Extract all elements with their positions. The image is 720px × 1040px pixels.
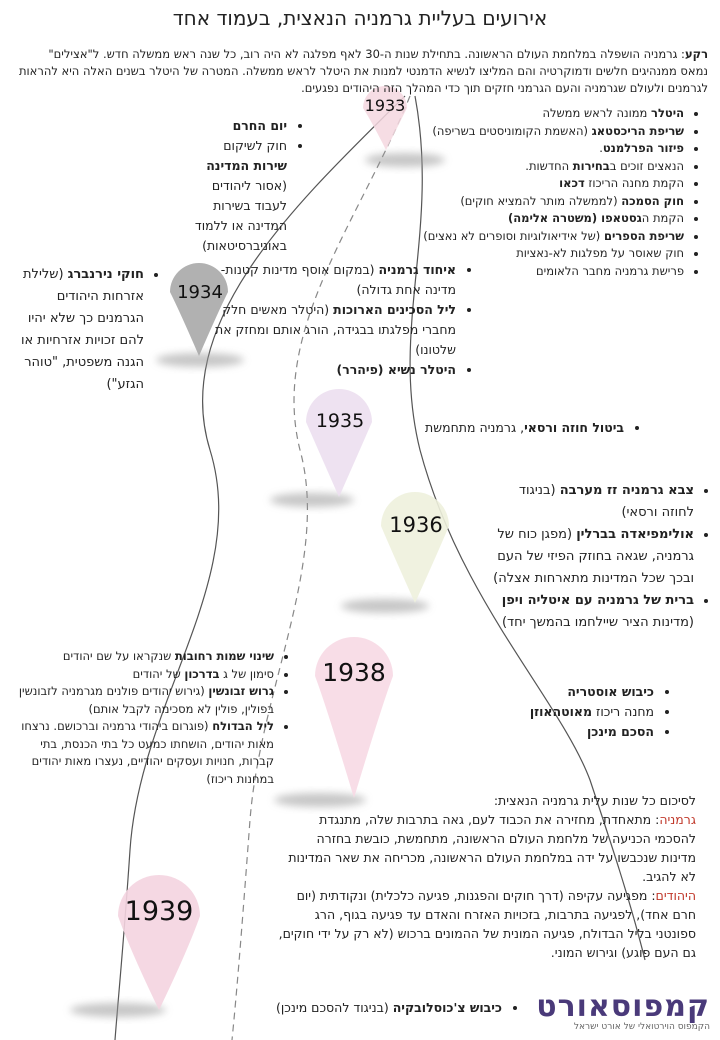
year-1933: 1933	[364, 96, 406, 115]
nuremberg-laws	[20, 264, 160, 396]
events-1934	[210, 260, 472, 380]
list-item: • כיבוש צ'כוסלובקיה (בניגוד להסכם מינכן)	[230, 998, 502, 1018]
background-paragraph	[18, 46, 708, 97]
list-item: • ביטול חוזה ורסאי, גרמניה מתחמשת	[380, 418, 624, 438]
list-item: • אולימפיאדה בברלין (מפגן כוח של גרמניה, שגאה בחוזק הפיזי של העם ובכך שכל המדינות מתארחות אצלה)	[488, 524, 694, 590]
list-item: • הקמת מחנה הריכוז דכאו	[420, 175, 684, 193]
list-item: • צבא גרמניה זז מערבה (בניגוד לחוזה ורסאי)	[488, 480, 694, 524]
list-item: • פרישת גרמניה מחבר הלאומים	[420, 263, 684, 281]
list-item: • הקמת הגסטאפו (משטרה אלימה)	[420, 210, 684, 228]
germany-label: גרמניה	[659, 812, 696, 827]
logo-subtitle: הקמפוס הוירטואלי של אורט ישראל	[573, 1022, 710, 1032]
list-item: • גרוש זבונשין (גירוש יהודים פולנים מגרמניה לזבונשין בפולין, פולין לא מסכימה לקבל אותם)	[14, 683, 274, 718]
list-item: • חוק לשיקום שירות המדינה (אסור ליהודים לעבוד בשירות המדינה או ללמוד באוניברסיטאות)	[188, 136, 287, 256]
list-item: • חוק הסמכה (לממשלה מותר להמציא חוקים)	[420, 193, 684, 211]
year-1935: 1935	[315, 410, 365, 432]
list-item: • פיזור הפרלמנט.	[420, 140, 684, 158]
list-item: • חוקי נירנברג (שלילת אזרחות היהודים הגרמנים כך שלא יהיו להם זכויות אזרחיות או הגנה משפטית, "טוהר הגזע")	[20, 264, 144, 396]
page-title: אירועים בעליית גרמניה הנאצית, בעמוד אחד	[172, 6, 548, 30]
list-item: • שינוי שמות רחובות שנקראו על שם יהודים	[14, 648, 274, 666]
events-1936	[488, 480, 710, 634]
pin-shadow	[270, 493, 354, 507]
summary-intro: לסיכום כל שנות עלית גרמניה הנאצית:	[493, 793, 696, 808]
list-item: • יום החרם	[188, 116, 287, 136]
background-text: : גרמניה הושפלה במלחמת העולם הראשונה. בתחילת שנות ה-30 לאף מפלגה לא היה רוב, כל שנה ראש ממשלה חדש. ל"אצילים" נמאס ממנהיגים חלשים ודמוקרטיה והם המליצו לנשיא הדמנטי למנות את היטלר לראש ממשלה. המטרה של היטלר בשנים האלה היא להראות לגרמנים ולעולם שגרמניה והעם הגרמני חזקים תוך כדי המהלך הזה היהודים נפגעים.	[18, 47, 708, 95]
list-item: • הסכם מינכן	[520, 722, 654, 742]
background-label: רקע	[684, 47, 708, 61]
map-pin-1935	[306, 389, 372, 497]
list-item: • חוק שאוסר על מפלגות לא-נאציות	[420, 245, 684, 263]
list-item: • שריפת הריכסטאג (האשמת הקומוניסטים בשריפה)	[420, 123, 684, 141]
list-item: • איחוד גרמניה (במקום אוסף מדינות קטנות- מדינה אחת גדולה)	[210, 260, 456, 300]
jews-1933	[188, 116, 303, 256]
list-item: • מחנה ריכוז מאוטהאוזן	[520, 702, 654, 722]
summary-jews: היהודים: מפגיעה עקיפה (דרך חוקים והפגנות, פגיעה כלכלית) ונקודתית (יום חרם אחד), לפגיעה בתרבות, בזכויות האזרח והאדם עד פגיעה בגוף, הרג ספונטני בליל הבדולח, פגיעה המונית של ההמונים ברכוש (לא רק על ידי חוקים, גם העם פוגע) וגירוש המוני.	[278, 888, 696, 960]
list-item: • סימון של ג בדרכון של יהודים	[14, 666, 274, 684]
list-item: • ליל הבדולח (פוגרום ביהודי גרמניה וברכושם. נרצחו מאות יהודים, הושחתו כמעט כל בתי הכנסת, בתי קברות, חנויות ועסקים יהודיים, נעצרו מאות יהודים במחנות ריכוז)	[14, 718, 274, 788]
events-1933	[420, 105, 700, 280]
summary-germany: גרמניה: מתאחדת, מחזירה את הכבוד לעם, גאה בתרבות שלה, מתנגדת להסכמי הכניעה של מלחמת העולם הראשונה, מתחמשת, כובשת בחזרה מדינות שנכבשו על ידה במלחמת העולם הראשונה, מכריחה את שאר המדינות לא להגיב.	[288, 812, 696, 884]
pin-shadow	[70, 1003, 166, 1017]
map-pin-1936	[381, 492, 449, 603]
jews-1938	[14, 648, 290, 788]
list-item: • היטלר ממונה לראש ממשלה	[420, 105, 684, 123]
events-1939	[230, 998, 518, 1018]
logo-text: קמפוסאורט	[536, 989, 710, 1024]
year-1934: 1934	[177, 282, 223, 303]
jews-label: היהודים	[655, 888, 696, 903]
events-1935	[380, 418, 640, 438]
year-1939: 1939	[124, 896, 194, 927]
list-item: • שריפת הספרים (של אידיאולוגיות וסופרים לא נאצים)	[420, 228, 684, 246]
list-item: • ברית של גרמניה עם איטליה ויפן (מדינות הציר שיילחמו בהמשך יחד)	[488, 590, 694, 634]
list-item: • כיבוש אוסטריה	[520, 682, 654, 702]
events-1938	[520, 682, 670, 742]
list-item: • ליל הסכינים הארוכות (היטלר מאשים חלק מחברי מפלגתו בבגידה, הורג אותם ומחזק את שלטונו)	[210, 300, 456, 360]
campus-ort-logo	[536, 989, 710, 1032]
year-1936: 1936	[389, 513, 443, 537]
summary	[278, 791, 696, 962]
list-item: • הנאצים זוכים בבחירות החדשות.	[420, 158, 684, 176]
year-1938: 1938	[322, 658, 386, 687]
list-item: • היטלר נשיא (פיהרר)	[210, 360, 456, 380]
